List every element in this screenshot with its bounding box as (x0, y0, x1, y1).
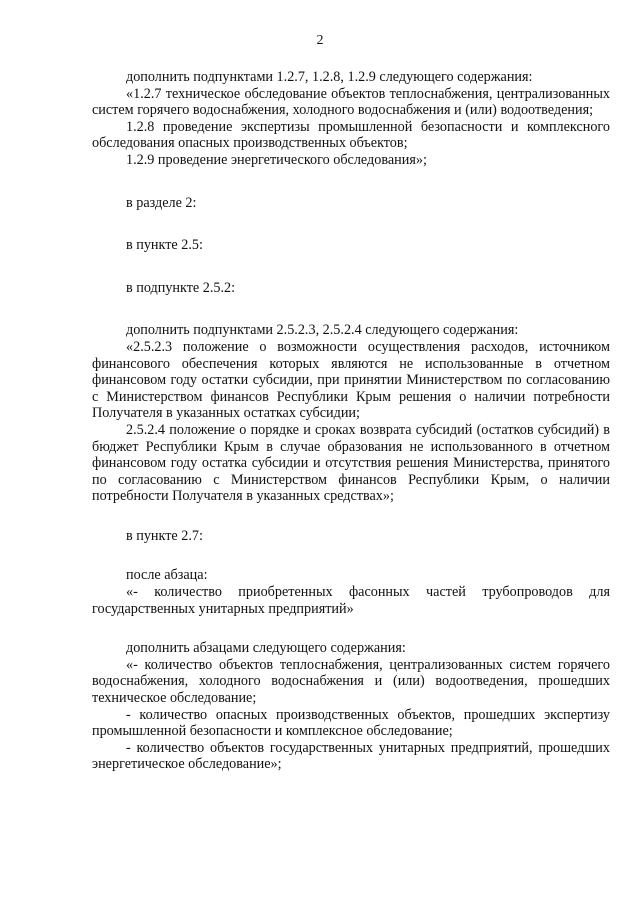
paragraph: «- количество приобретенных фасонных частей трубопроводов для государственных унитарных предприятий» (92, 584, 610, 617)
document-body (92, 69, 610, 773)
paragraph-spacer (92, 544, 610, 567)
paragraph: в пункте 2.7: (126, 527, 203, 544)
paragraph: в подпункте 2.5.2: (126, 279, 236, 296)
paragraph-spacer (92, 296, 610, 322)
paragraph-spacer (92, 617, 610, 640)
paragraph: в разделе 2: (126, 194, 197, 211)
paragraph: 2.5.2.4 положение о порядке и сроках возврата субсидий (остатков субсидий) в бюджет Республики Крым в случае образования не использованного в отчетном финансовом году остатка субсидии и отсутствия решения Министерства, принятого по согласованию с Министерством финансов Республики Крым, о наличии потребности Получателя в указанных средствах»; (92, 421, 610, 505)
paragraph: 1.2.9 проведение энергетического обследования»; (126, 151, 427, 168)
paragraph: «2.5.2.3 положение о возможности осуществления расходов, источником финансового обеспечения которых являются не использованные в отчетном финансовом году остатки субсидии, при принятии Министерством по согласованию с Министерством финансов Республики Крым решения о наличии потребности Получателя в указанных остатках субсидии; (92, 338, 610, 422)
paragraph: дополнить подпунктами 2.5.2.3, 2.5.2.4 следующего содержания: (126, 322, 519, 339)
paragraph-spacer (92, 211, 610, 237)
page-number: 2 (316, 33, 324, 48)
paragraph: дополнить абзацами следующего содержания: (126, 640, 406, 657)
paragraph: после абзаца: (126, 567, 208, 584)
paragraph: 1.2.8 проведение экспертизы промышленной безопасности и комплексного обследования опасных производственных объектов; (92, 118, 610, 152)
paragraph: «- количество объектов теплоснабжения, централизованных систем горячего водоснабжения, холодного водоснабжения и (или) водоотведения, прошедших техническое обследование; (92, 656, 610, 707)
paragraph: - количество опасных производственных объектов, прошедших экспертизу промышленной безопасности и комплексное обследование; (92, 706, 610, 740)
paragraph: - количество объектов государственных унитарных предприятий, прошедших энергетическое обследование»; (92, 739, 610, 773)
paragraph-spacer (92, 505, 610, 528)
paragraph: дополнить подпунктами 1.2.7, 1.2.8, 1.2.9 следующего содержания: (126, 69, 533, 85)
paragraph-spacer (92, 169, 610, 195)
paragraph: в пункте 2.5: (126, 237, 203, 254)
paragraph: «1.2.7 техническое обследование объектов теплоснабжения, централизованных систем горячего водоснабжения, холодного водоснабжения и (или) водоотведения; (92, 85, 610, 119)
paragraph-spacer (92, 254, 610, 280)
